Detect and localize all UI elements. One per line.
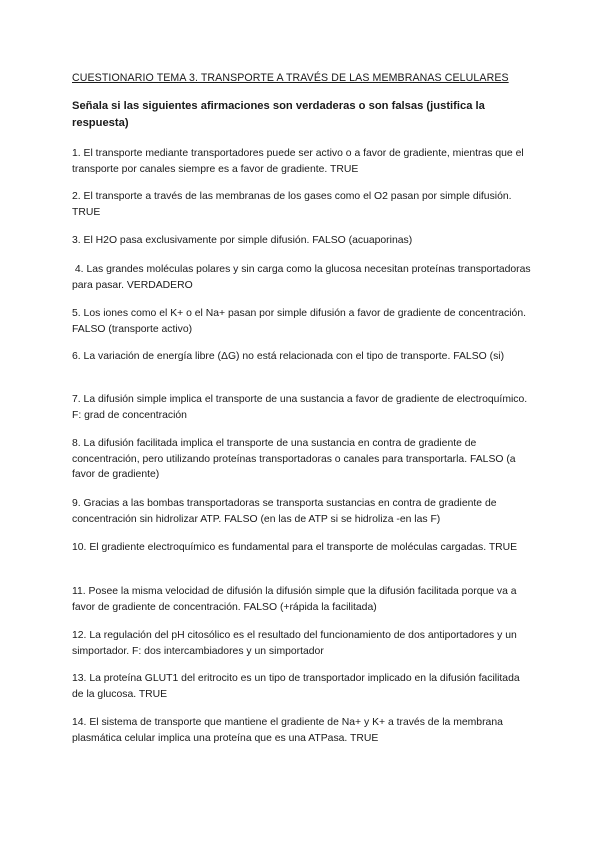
question-2: 2. El transporte a través de las membranas de los gases como el O2 pasan por simple difusión. TRUE [72, 191, 512, 218]
question-9: 9. Gracias a las bombas transportadoras se transporta sustancias en contra de gradiente de concentración sin hidrolizar ATP. FALSO (en las de ATP si se hidroliza -en las F) [72, 498, 497, 525]
instruction-text: Señala si las siguientes afirmaciones son verdaderas o son falsas (justifica la respuesta) [72, 100, 485, 129]
question-1: 1. El transporte mediante transportadores puede ser activo o a favor de gradiente, mientras que el transporte por canales siempre es a favor de gradiente. TRUE [72, 148, 524, 175]
question-14: 14. El sistema de transporte que mantiene el gradiente de Na+ y K+ a través de la membrana plasmática celular implica una proteína que es una ATPasa. TRUE [72, 717, 503, 744]
question-7: 7. La difusión simple implica el transporte de una sustancia a favor de gradiente de electroquímico. F: grad de concentración [72, 394, 528, 421]
question-10: 10. El gradiente electroquímico es fundamental para el transporte de moléculas cargadas. TRUE [72, 542, 518, 553]
question-5: 5. Los iones como el K+ o el Na+ pasan por simple difusión a favor de gradiente de concentración. FALSO (transporte activo) [72, 308, 527, 335]
question-12: 12. La regulación del pH citosólico es el resultado del funcionamiento de dos antiportadores y un simportador. F: dos intercambiadores y un simportador [72, 630, 517, 657]
document-title: CUESTIONARIO TEMA 3. TRANSPORTE A TRAVÉS DE LAS MEMBRANAS CELULARES [72, 72, 509, 84]
question-13: 13. La proteína GLUT1 del eritrocito es un tipo de transportador implicado en la difusión facilitada de la glucosa. TRUE [72, 673, 520, 700]
question-8: 8. La difusión facilitada implica el transporte de una sustancia en contra de gradiente de concentración, pero utilizando proteínas transportadoras o canales para transportarla. FALSO (a favor de gradiente) [72, 438, 516, 480]
question-3: 3. El H2O pasa exclusivamente por simple difusión. FALSO (acuaporinas) [72, 235, 413, 246]
question-6: 6. La variación de energía libre (ΔG) no está relacionada con el tipo de transporte. FALSO (si) [72, 351, 505, 362]
question-4: 4. Las grandes moléculas polares y sin carga como la glucosa necesitan proteínas transportadoras para pasar. VERDADERO [72, 264, 534, 291]
question-11: 11. Posee la misma velocidad de difusión la difusión simple que la difusión facilitada porque va a favor de gradiente de concentración. FALSO (+rápida la facilitada) [72, 586, 517, 613]
